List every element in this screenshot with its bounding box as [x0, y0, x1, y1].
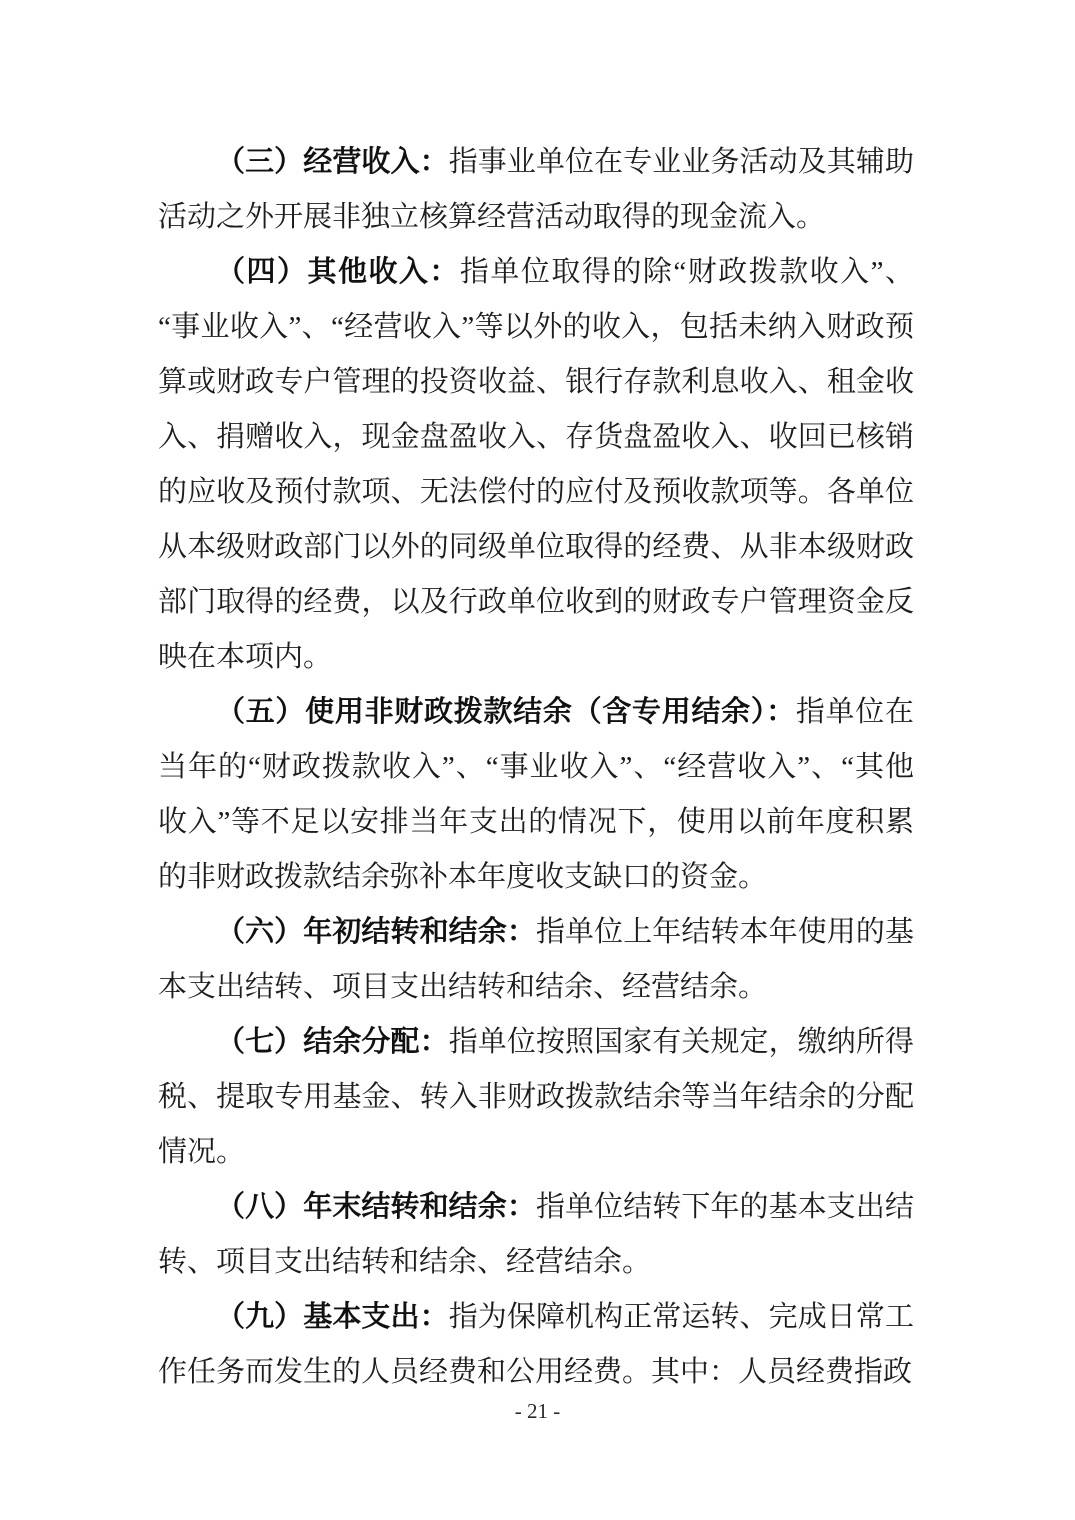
paragraph [158, 905, 914, 1015]
paragraph [158, 135, 914, 245]
paragraph-heading: （五）使用非财政拨款结余（含专用结余）： [216, 696, 796, 728]
paragraph-text: 指事业单位在专业业务活动及其辅助活动之外开展非独立核算经营活动取得的现金流入。 [158, 146, 914, 233]
paragraph-text: 指单位上年结转本年使用的基本支出结转、项目支出结转和结余、经营结余。 [158, 916, 914, 1003]
paragraph-heading: （八）年末结转和结余： [216, 1191, 536, 1223]
paragraph-text: 指为保障机构正常运转、完成日常工作任务而发生的人员经费和公用经费。其中：人员经费指政 [158, 1301, 914, 1388]
page-number: - 21 - [514, 1399, 561, 1423]
paragraph-heading: （四）其他收入： [216, 256, 460, 288]
paragraph [158, 1180, 914, 1290]
paragraph [158, 685, 914, 905]
paragraph-text: 指单位在当年的“财政拨款收入”、“事业收入”、“经营收入”、“其他收入”等不足以安排当年支出的情况下，使用以前年度积累的非财政拨款结余弥补本年度收支缺口的资金。 [158, 696, 914, 893]
document-body [158, 135, 914, 1400]
paragraph-heading: （九）基本支出： [216, 1301, 449, 1333]
paragraph-heading: （六）年初结转和结余： [216, 916, 536, 948]
paragraph [158, 1290, 914, 1400]
paragraph-text: 指单位取得的除“财政拨款收入”、“事业收入”、“经营收入”等以外的收入，包括未纳入财政预算或财政专户管理的投资收益、银行存款利息收入、租金收入、捐赠收入，现金盘盈收入、存货盘盈收入、收回已核销的应收及预付款项、无法偿付的应付及预收款项等。各单位从本级财政部门以外的同级单位取得的经费、从非本级财政部门取得的经费，以及行政单位收到的财政专户管理资金反映在本项内。 [158, 256, 914, 673]
paragraph-heading: （三）经营收入： [216, 146, 449, 178]
paragraph-text: 指单位按照国家有关规定，缴纳所得税、提取专用基金、转入非财政拨款结余等当年结余的分配情况。 [158, 1026, 914, 1168]
paragraph-heading: （七）结余分配： [216, 1026, 449, 1058]
paragraph-text: 指单位结转下年的基本支出结转、项目支出结转和结余、经营结余。 [158, 1191, 914, 1278]
paragraph [158, 245, 914, 685]
paragraph [158, 1015, 914, 1180]
